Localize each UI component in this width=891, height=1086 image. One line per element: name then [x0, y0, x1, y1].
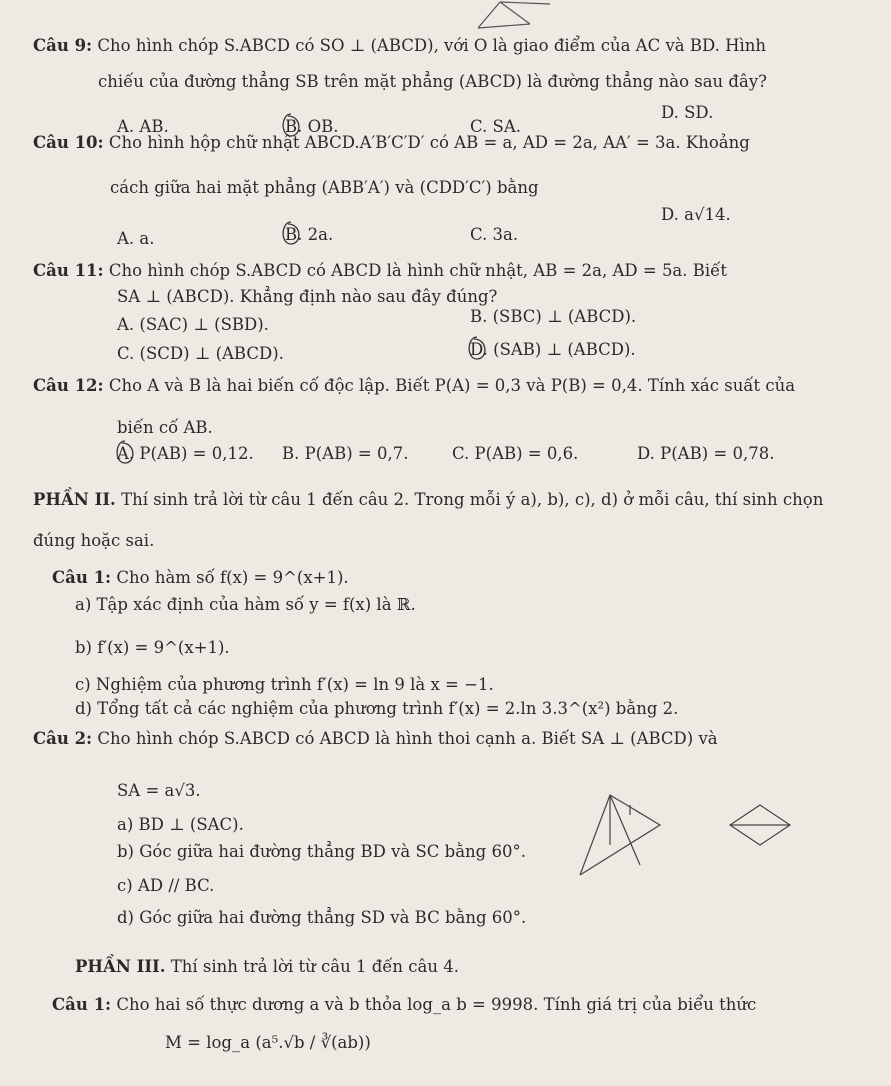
- q12-text1: Cho A và B là hai biến cố độc lập. Biết P(A) = 0,3 và P(B) = 0,4. Tính xác suất của: [108, 376, 796, 395]
- p2q2-d[interactable]: d) Góc giữa hai đường thẳng SD và BC bằng 60°.: [117, 908, 527, 927]
- p3q1-formula: M = log_a (a⁵.√b / ∛(ab)): [165, 1033, 371, 1052]
- q11-line2: SA ⊥ (ABCD). Khẳng định nào sau đây đúng?: [117, 287, 498, 306]
- q10-option-d[interactable]: D. a√14.: [661, 205, 731, 224]
- p2q1-stem-text: Cho hàm số f(x) = 9^(x+1).: [116, 568, 349, 587]
- q10-label: Câu 10:: [33, 133, 104, 152]
- q10-option-a[interactable]: A. a.: [117, 229, 155, 248]
- q11-text1: Cho hình chóp S.ABCD có ABCD là hình chữ nhật, AB = 2a, AD = 5a. Biết: [108, 261, 727, 280]
- p3q1-label: Câu 1:: [52, 995, 112, 1014]
- part3-heading: PHẦN III.: [75, 957, 166, 976]
- q9-option-b[interactable]: B. OB.: [285, 117, 339, 136]
- p2q2-line1: [33, 729, 718, 749]
- q11-line1: [33, 261, 727, 281]
- p2q2-a[interactable]: a) BD ⊥ (SAC).: [117, 815, 244, 834]
- p2q2-label: Câu 2:: [33, 729, 93, 748]
- part3-text1: Thí sinh trả lời từ câu 1 đến câu 4.: [170, 957, 459, 976]
- pyramid-sketch-figure: [570, 785, 680, 895]
- q9-line1: [33, 36, 766, 56]
- q9-text1: Cho hình chóp S.ABCD có SO ⊥ (ABCD), với O là giao điểm của AC và BD. Hình: [97, 36, 767, 55]
- part2-text1: Thí sinh trả lời từ câu 1 đến câu 2. Trong mỗi ý a), b), c), d) ở mỗi câu, thí sinh chọn: [121, 490, 824, 509]
- p2q1-label: Câu 1:: [52, 568, 112, 587]
- top-sketch-figure: [470, 0, 570, 30]
- p2q1-d[interactable]: d) Tổng tất cả các nghiệm của phương trình f′(x) = 2.ln 3.3^(x²) bằng 2.: [75, 699, 679, 718]
- q12-option-d[interactable]: D. P(AB) = 0,78.: [637, 444, 775, 463]
- q9-option-d[interactable]: D. SD.: [661, 103, 714, 122]
- q11-label: Câu 11:: [33, 261, 104, 280]
- q10-option-b[interactable]: B. 2a.: [285, 225, 334, 244]
- q11-option-c[interactable]: C. (SCD) ⊥ (ABCD).: [117, 344, 284, 363]
- q9-label: Câu 9:: [33, 36, 93, 55]
- q9-line2: chiếu của đường thẳng SB trên mặt phẳng (ABCD) là đường thẳng nào sau đây?: [98, 72, 767, 91]
- q10-line1: [33, 133, 750, 153]
- q12-line1: [33, 376, 795, 396]
- q9-option-c[interactable]: C. SA.: [470, 117, 521, 136]
- q11-option-d[interactable]: D. (SAB) ⊥ (ABCD).: [470, 340, 636, 359]
- p2q2-b[interactable]: b) Góc giữa hai đường thẳng BD và SC bằng 60°.: [117, 842, 526, 861]
- p2q2-text1: Cho hình chóp S.ABCD có ABCD là hình thoi cạnh a. Biết SA ⊥ (ABCD) và: [97, 729, 718, 748]
- p2q1-stem: [52, 568, 349, 588]
- p2q2-line2: SA = a√3.: [117, 781, 201, 800]
- q11-option-b[interactable]: B. (SBC) ⊥ (ABCD).: [470, 307, 637, 326]
- p2q2-c[interactable]: c) AD // BC.: [117, 876, 215, 895]
- p3q1-text1: Cho hai số thực dương a và b thỏa log_a b = 9998. Tính giá trị của biểu thức: [116, 995, 757, 1014]
- rhombus-sketch-figure: [720, 795, 800, 855]
- q12-line2: biến cố AB.: [117, 418, 213, 437]
- part2-heading: PHẦN II.: [33, 490, 116, 509]
- q12-option-c[interactable]: C. P(AB) = 0,6.: [452, 444, 579, 463]
- q10-option-c[interactable]: C. 3a.: [470, 225, 519, 244]
- p2q1-c[interactable]: c) Nghiệm của phương trình f′(x) = ln 9 là x = −1.: [75, 675, 494, 694]
- p3q1-line1: [52, 995, 756, 1015]
- part2-line2: đúng hoặc sai.: [33, 531, 155, 550]
- part2-line1: [33, 490, 823, 510]
- q12-label: Câu 12:: [33, 376, 104, 395]
- p2q1-b[interactable]: b) f′(x) = 9^(x+1).: [75, 638, 230, 657]
- part3-line1: [75, 957, 459, 977]
- q10-text1: Cho hình hộp chữ nhật ABCD.A′B′C′D′ có AB = a, AD = 2a, AA′ = 3a. Khoảng: [108, 133, 750, 152]
- q12-option-a[interactable]: A. P(AB) = 0,12.: [117, 444, 254, 463]
- q9-option-a[interactable]: A. AB.: [117, 117, 169, 136]
- p2q1-a[interactable]: a) Tập xác định của hàm số y = f(x) là ℝ.: [75, 595, 416, 614]
- q11-option-a[interactable]: A. (SAC) ⊥ (SBD).: [117, 315, 269, 334]
- q10-line2: cách giữa hai mặt phẳng (ABB′A′) và (CDD′C′) bằng: [110, 178, 539, 197]
- q12-option-b[interactable]: B. P(AB) = 0,7.: [282, 444, 409, 463]
